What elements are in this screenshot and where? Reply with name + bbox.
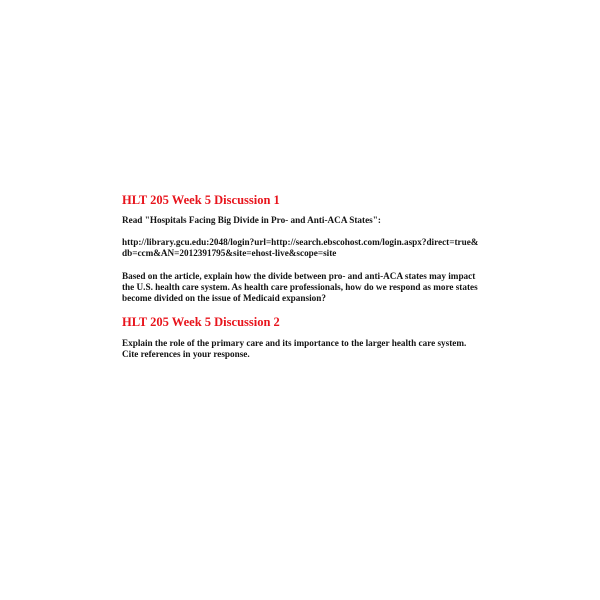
reading-instruction: Read "Hospitals Facing Big Divide in Pro- and Anti-ACA States":: [122, 215, 381, 225]
section-heading-discussion-1: HLT 205 Week 5 Discussion 1: [122, 193, 280, 207]
discussion-1-prompt: Based on the article, explain how the divide between pro- and anti-ACA states may impact the U.S. health care system. As health care professionals, how do we respond as more states become divided on the issue of Medicaid expansion?: [122, 270, 478, 304]
document-content: [122, 193, 482, 372]
article-link[interactable]: http://library.gcu.edu:2048/login?url=http://search.ebscohost.com/login.aspx?direct=true&db=ccm&AN=2012391795&site=ehost-live&scope=site: [122, 237, 479, 259]
discussion-2-prompt: Explain the role of the primary care and its importance to the larger health care system. Cite references in your response.: [122, 338, 467, 360]
section-heading-discussion-2: HLT 205 Week 5 Discussion 2: [122, 315, 280, 330]
